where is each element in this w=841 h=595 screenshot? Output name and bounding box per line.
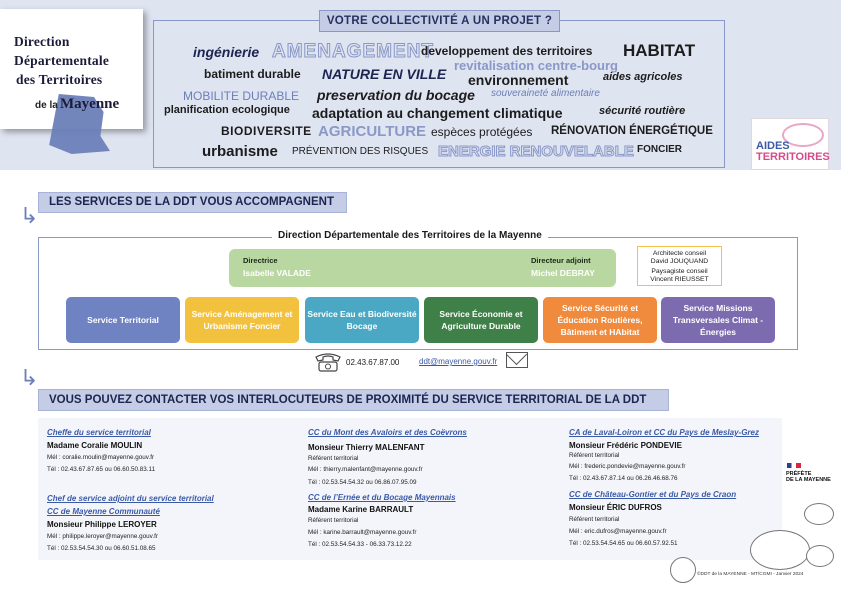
direction-box: [229, 249, 616, 287]
word-cloud-term: ENERGIE RENOUVELABLE: [438, 143, 634, 160]
word-cloud-term: urbanisme: [202, 143, 278, 160]
services-section-title: LES SERVICES DE LA DDT VOUS ACCOMPAGNENT: [38, 192, 347, 213]
word-cloud-term: AMENAGEMENT: [272, 41, 434, 62]
org-chart-title: Direction Départementale des Territoires de la Mayenne: [272, 230, 548, 241]
contact-role: Référent territorial: [308, 455, 359, 462]
email-link[interactable]: ddt@mayenne.gouv.fr: [419, 357, 498, 366]
prefecture-logo: PRÉFÈTE DE LA MAYENNE: [786, 463, 836, 493]
word-cloud-term: ingénierie: [193, 44, 260, 60]
word-cloud-term: AGRICULTURE: [318, 123, 427, 140]
word-cloud-term: PRÉVENTION DES RISQUES: [292, 146, 429, 157]
contact-email: Mél : coralie.moulin@mayenne.gouv.fr: [47, 454, 155, 461]
contact-area: CA de Laval-Loiron et CC du Pays de Meslay-Grez: [569, 428, 759, 437]
contact-area: CC de Château-Gontier et du Pays de Craon: [569, 490, 737, 499]
word-cloud-term: aides agricoles: [603, 71, 683, 83]
service-box: Service Aménagement et Urbanisme Foncier: [185, 297, 299, 343]
contact-area: CC du Mont des Avaloirs et des Coëvrons: [308, 428, 467, 437]
contact-email: Mél : eric.dufros@mayenne.gouv.fr: [569, 528, 667, 535]
deputy-label: Directeur adjoint: [531, 256, 591, 265]
service-box: Service Sécurité et Éducation Routières, Bâtiment et HAbitat: [543, 297, 657, 343]
contact-role: Référent territorial: [308, 517, 359, 524]
architect-name: David JOUQUAND: [650, 258, 709, 265]
word-cloud-term: espèces protégées: [431, 125, 533, 139]
project-title: VOTRE COLLECTIVITÉ A UN PROJET ?: [319, 10, 560, 32]
contact-area: Cheffe du service territorial: [47, 428, 151, 437]
service-box: Service Économie et Agriculture Durable: [424, 297, 538, 343]
contact-role: Référent territorial: [569, 516, 620, 523]
curved-arrow-icon: ↳: [20, 365, 39, 390]
word-cloud-term: FONCIER: [637, 144, 682, 155]
trees-icon: [804, 503, 834, 525]
curved-arrow-icon: ↳: [20, 203, 39, 228]
word-cloud-term: RÉNOVATION ÉNERGÉTIQUE: [551, 125, 713, 137]
contact-email: Mél : philippe.leroyer@mayenne.gouv.fr: [47, 533, 158, 540]
service-box: Service Missions Transversales Climat - Énergies: [661, 297, 775, 343]
contact-name: Madame Coralie MOULIN: [47, 441, 143, 450]
deputy-name: Michel DEBRAY: [531, 268, 595, 278]
word-cloud-term: preservation du bocage: [317, 87, 475, 103]
aides-territoires-logo: AIDES TERRITOIRES: [751, 118, 829, 170]
contact-area: CC de Mayenne Communauté: [47, 507, 160, 516]
contact-email: Mél : karine.barrault@mayenne.gouv.fr: [308, 529, 417, 536]
landscape-name: Vincent RIEUSSET: [650, 276, 709, 283]
contact-name: Monsieur ÉRIC DUFROS: [569, 503, 662, 512]
word-cloud-term: environnement: [468, 72, 569, 88]
architect-label: Architecte conseil: [652, 250, 707, 257]
contact-phone: Tél : 02.53.54.54.65 ou 06.60.57.92.51: [569, 540, 678, 547]
contact-phone: Tél : 02.43.67.87.65 ou 06.60.50.83.11: [47, 466, 156, 473]
word-cloud-term: souveraineté alimentaire: [491, 88, 600, 99]
contact-name: Monsieur Thierry MALENFANT: [308, 443, 425, 452]
word-cloud-term: adaptation au changement climatique: [312, 105, 563, 121]
contact-email: Mél : frederic.pondevie@mayenne.gouv.fr: [569, 463, 686, 470]
word-cloud-term: planification ecologique: [164, 104, 290, 116]
word-cloud-term: HABITAT: [623, 41, 696, 60]
wind-turbine-icon: [670, 557, 696, 583]
contact-area: Chef de service adjoint du service territorial: [47, 494, 214, 503]
ddt-logo-dept: Mayenne: [60, 96, 120, 112]
director-label: Directrice: [243, 256, 278, 265]
service-box: Service Territorial: [66, 297, 180, 343]
contact-area: CC de l’Ernée et du Bocage Mayennais: [308, 493, 456, 502]
phone-number: 02.43.67.87.00: [346, 358, 400, 367]
town-icon: [750, 530, 810, 570]
contact-phone: Tél : 02.53.54.54.32 ou 06.86.07.95.09: [308, 479, 417, 486]
ddt-logo-prefix: de la: [35, 100, 58, 111]
word-cloud-term: developpement des territoires: [421, 44, 593, 58]
contact-phone: Tél : 02.43.67.87.14 ou 06.26.46.68.76: [569, 475, 678, 482]
word-cloud-term: NATURE EN VILLE: [322, 66, 447, 82]
contact-email: Mél : thierry.malenfant@mayenne.gouv.fr: [308, 466, 423, 473]
ddt-logo-title: [14, 32, 109, 89]
director-name: Isabelle VALADE: [243, 268, 311, 278]
contacts-section-title: VOUS POUVEZ CONTACTER VOS INTERLOCUTEURS DE PROXIMITÉ DU SERVICE TERRITORIAL DE LA DDT: [38, 389, 669, 411]
ddt-logo-line2: Départementale: [14, 53, 110, 68]
ddt-logo-line1: Direction: [14, 34, 70, 49]
word-cloud-term: MOBILITE DURABLE: [183, 89, 300, 103]
word-cloud-term: BIODIVERSITE: [221, 124, 312, 138]
contact-role: Référent territorial: [569, 452, 620, 459]
advisors-box: [637, 246, 722, 286]
telephone-icon: [313, 351, 343, 373]
word-cloud-term: revitalisation centre-bourg: [454, 58, 618, 73]
landscape-label: Paysagiste conseil: [651, 268, 708, 275]
contact-name: Monsieur Frédéric PONDEVIE: [569, 441, 682, 450]
contact-name: Monsieur Philippe LEROYER: [47, 520, 157, 529]
envelope-icon: [506, 352, 528, 368]
contact-phone: Tél : 02.53.54.54.30 ou 06.60.51.08.65: [47, 545, 156, 552]
word-cloud-term: sécurité routière: [599, 105, 686, 117]
copyright-footer: ©DDT de la MAYENNE - MT/CGMI - Janvier 2024: [697, 572, 804, 577]
vehicle-icon: [806, 545, 834, 567]
contact-phone: Tél : 02.53.54.54.33 - 06.33.73.12.22: [308, 541, 412, 548]
french-flag-icon: [787, 463, 801, 468]
service-box: Service Eau et Biodiversité Bocage: [305, 297, 419, 343]
word-cloud-term: batiment durable: [204, 67, 301, 81]
contact-name: Madame Karine BARRAULT: [308, 505, 414, 514]
ddt-logo-line3: des Territoires: [16, 72, 103, 87]
